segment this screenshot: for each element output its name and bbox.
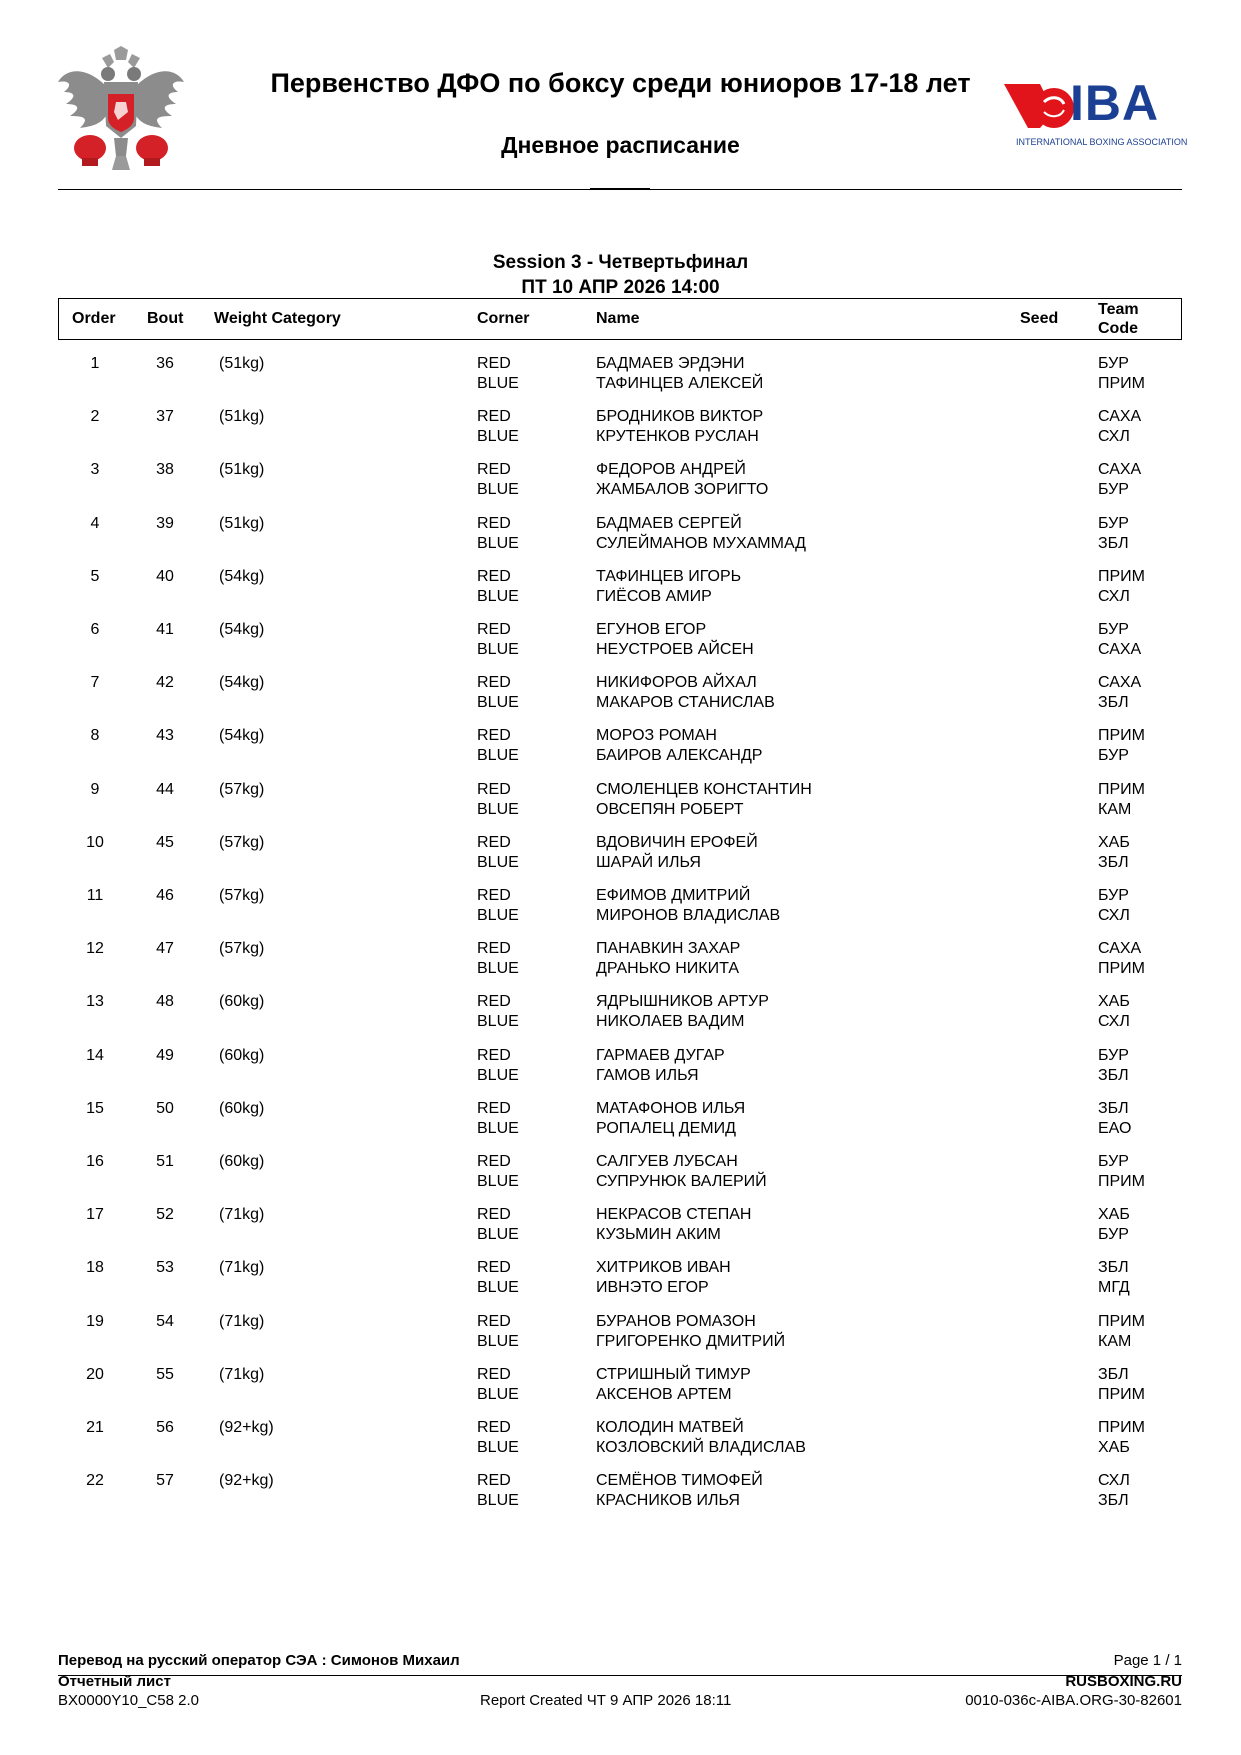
team-code-red: БУР <box>1098 355 1129 372</box>
bout-number: 46 <box>156 887 174 904</box>
corner-blue: BLUE <box>477 375 519 392</box>
team-code-blue: ЗБЛ <box>1098 853 1129 871</box>
weight-category: (54kg) <box>219 621 265 638</box>
boxer-name-blue: МИРОНОВ ВЛАДИСЛАВ <box>596 907 781 924</box>
boxer-name-red: СМОЛЕНЦЕВ КОНСТАНТИН <box>596 780 812 798</box>
corner-red: RED <box>477 993 511 1011</box>
bout-number: 50 <box>156 1099 174 1117</box>
boxer-name-blue: ЖАМБАЛОВ ЗОРИГТО <box>596 481 769 499</box>
corner-red: RED <box>477 1365 511 1383</box>
team-code-red: ПРИМ <box>1098 1312 1145 1330</box>
team-code-blue: БУР <box>1098 1226 1129 1244</box>
boxer-name-red: ЕФИМОВ ДМИТРИЙ <box>596 887 751 904</box>
team-code-red: ЗБЛ <box>1098 1259 1129 1277</box>
team-code-red: ХАБ <box>1098 1206 1130 1224</box>
corner-blue: BLUE <box>477 587 519 605</box>
boxer-name-red: ЯДРЫШНИКОВ АРТУР <box>596 993 769 1011</box>
corner-red: RED <box>477 355 511 372</box>
bout-order: 10 <box>86 833 104 851</box>
boxer-name-red: БАДМАЕВ СЕРГЕЙ <box>596 514 742 532</box>
table-row <box>0 673 1241 726</box>
bout-number: 43 <box>156 727 174 745</box>
boxer-name-red: ЕГУНОВ ЕГОР <box>596 621 707 638</box>
table-row <box>0 1418 1241 1471</box>
header-divider-notch <box>590 188 650 190</box>
corner-red: RED <box>477 1099 511 1117</box>
col-header-corner: Corner <box>477 310 530 327</box>
team-code-red: ЗБЛ <box>1098 1099 1129 1117</box>
bout-order: 6 <box>90 621 100 638</box>
bout-order: 16 <box>86 1153 104 1170</box>
corner-blue: BLUE <box>477 1439 519 1456</box>
team-code-red: ХАБ <box>1098 993 1130 1011</box>
bout-number: 53 <box>156 1259 174 1277</box>
boxer-name-blue: БАИРОВ АЛЕКСАНДР <box>596 747 763 765</box>
bout-order: 17 <box>86 1206 104 1224</box>
corner-blue: BLUE <box>477 747 519 765</box>
team-code-red: ПРИМ <box>1098 1419 1145 1436</box>
bout-number: 47 <box>156 940 174 958</box>
corner-red: RED <box>477 514 511 532</box>
session-name: Session 3 - Четвертьфинал <box>492 252 749 273</box>
col-header-order: Order <box>72 310 116 327</box>
table-row <box>0 354 1241 407</box>
footer-translator: Перевод на русский оператор СЭА : Симонов Михаил <box>58 1652 460 1669</box>
team-code-blue: ХАБ <box>1098 1439 1130 1456</box>
boxer-name-blue: РОПАЛЕЦ ДЕМИД <box>596 1119 736 1137</box>
corner-red: RED <box>477 461 511 479</box>
corner-blue: BLUE <box>477 1119 519 1137</box>
bout-number: 55 <box>156 1365 174 1383</box>
bout-number: 44 <box>156 780 174 798</box>
corner-blue: BLUE <box>477 853 519 871</box>
table-row <box>0 1152 1241 1205</box>
col-header-bout: Bout <box>147 310 184 327</box>
corner-blue: BLUE <box>477 1279 519 1297</box>
table-row <box>0 567 1241 620</box>
weight-category: (60kg) <box>219 993 265 1011</box>
boxer-name-red: ФЕДОРОВ АНДРЕЙ <box>596 461 746 479</box>
table-row <box>0 1099 1241 1152</box>
table-row <box>0 1312 1241 1365</box>
boxer-name-red: НИКИФОРОВ АЙХАЛ <box>596 674 757 692</box>
boxer-name-blue: ДРАНЬКО НИКИТА <box>596 960 739 978</box>
bout-order: 8 <box>90 727 100 745</box>
team-code-blue: ПРИМ <box>1098 960 1145 978</box>
footer-created: Report Created ЧТ 9 АПР 2026 18:11 <box>480 1692 732 1709</box>
weight-category: (60kg) <box>219 1046 265 1064</box>
footer-doc-code: BX0000Y10_C58 2.0 <box>58 1692 199 1709</box>
table-row <box>0 1365 1241 1418</box>
boxer-name-blue: ГРИГОРЕНКО ДМИТРИЙ <box>596 1332 786 1350</box>
team-code-red: ПРИМ <box>1098 727 1145 745</box>
corner-red: RED <box>477 621 511 638</box>
weight-category: (57kg) <box>219 940 265 958</box>
col-header-name: Name <box>596 310 640 327</box>
boxer-name-red: СЕМЁНОВ ТИМОФЕЙ <box>596 1472 763 1490</box>
bout-number: 56 <box>156 1419 174 1436</box>
corner-blue: BLUE <box>477 481 519 499</box>
corner-blue: BLUE <box>477 1013 519 1031</box>
team-code-blue: БУР <box>1098 481 1129 499</box>
team-code-blue: ПРИМ <box>1098 1385 1145 1403</box>
boxer-name-blue: СУЛЕЙМАНОВ МУХАММАД <box>596 534 806 552</box>
corner-red: RED <box>477 833 511 851</box>
boxer-name-blue: ШАРАЙ ИЛЬЯ <box>596 853 701 871</box>
corner-blue: BLUE <box>477 694 519 712</box>
boxer-name-red: НЕКРАСОВ СТЕПАН <box>596 1206 752 1224</box>
weight-category: (57kg) <box>219 887 265 904</box>
bout-number: 48 <box>156 993 174 1011</box>
bout-number: 36 <box>156 355 174 372</box>
boxer-name-blue: АКСЕНОВ АРТЕМ <box>596 1385 732 1403</box>
team-code-red: БУР <box>1098 887 1129 904</box>
corner-blue: BLUE <box>477 800 519 818</box>
boxer-name-blue: КУЗЬМИН АКИМ <box>596 1226 721 1244</box>
team-code-red: ПРИМ <box>1098 780 1145 798</box>
bout-number: 40 <box>156 567 174 585</box>
boxer-name-red: МАТАФОНОВ ИЛЬЯ <box>596 1099 746 1117</box>
weight-category: (54kg) <box>219 727 265 745</box>
corner-blue: BLUE <box>477 1226 519 1244</box>
col-header-seed: Seed <box>1020 310 1059 327</box>
boxer-name-red: БАДМАЕВ ЭРДЭНИ <box>596 355 745 372</box>
bout-order: 11 <box>86 887 104 904</box>
boxer-name-red: ГАРМАЕВ ДУГАР <box>596 1046 725 1064</box>
weight-category: (57kg) <box>219 833 265 851</box>
weight-category: (71kg) <box>219 1365 265 1383</box>
team-code-red: САХА <box>1098 674 1142 692</box>
corner-red: RED <box>477 1206 511 1224</box>
footer-divider <box>58 1675 1182 1676</box>
col-header-team-line1: Team <box>1098 301 1139 318</box>
bout-order: 9 <box>90 780 100 798</box>
weight-category: (51kg) <box>219 514 265 532</box>
team-code-blue: ПРИМ <box>1098 375 1145 392</box>
bout-order: 12 <box>86 940 104 958</box>
team-code-red: ЗБЛ <box>1098 1365 1129 1383</box>
weight-category: (54kg) <box>219 674 265 692</box>
team-code-blue: СХЛ <box>1098 1013 1130 1031</box>
boxer-name-blue: КРАСНИКОВ ИЛЬЯ <box>596 1492 740 1510</box>
corner-red: RED <box>477 1472 511 1490</box>
weight-category: (51kg) <box>219 355 265 372</box>
boxer-name-blue: НЕУСТРОЕВ АЙСЕН <box>596 641 754 658</box>
footer-ref: 0010-036c-AIBA.ORG-30-82601 <box>965 1692 1182 1709</box>
weight-category: (60kg) <box>219 1099 265 1117</box>
corner-blue: BLUE <box>477 1385 519 1403</box>
corner-blue: BLUE <box>477 534 519 552</box>
session-heading <box>0 250 1241 300</box>
corner-blue: BLUE <box>477 1332 519 1350</box>
team-code-blue: ЗБЛ <box>1098 1492 1129 1510</box>
team-code-blue: КАМ <box>1098 800 1132 818</box>
corner-red: RED <box>477 1153 511 1170</box>
boxer-name-blue: ГАМОВ ИЛЬЯ <box>596 1066 699 1084</box>
weight-category: (51kg) <box>219 461 265 479</box>
team-code-blue: СХЛ <box>1098 907 1130 924</box>
bout-number: 45 <box>156 833 174 851</box>
footer-site: RUSBOXING.RU <box>1065 1673 1182 1690</box>
boxer-name-red: БРОДНИКОВ ВИКТОР <box>596 408 764 426</box>
bout-order: 4 <box>90 514 100 532</box>
bout-number: 49 <box>156 1046 174 1064</box>
page-title: Первенство ДФО по боксу среди юниоров 17-18 лет <box>270 68 971 98</box>
bout-number: 38 <box>156 461 174 479</box>
boxer-name-red: ВДОВИЧИН ЕРОФЕЙ <box>596 833 758 851</box>
team-code-red: САХА <box>1098 461 1142 479</box>
bout-order: 19 <box>86 1312 104 1330</box>
corner-red: RED <box>477 940 511 958</box>
bout-number: 57 <box>156 1472 174 1490</box>
table-row <box>0 992 1241 1045</box>
boxer-name-blue: МАКАРОВ СТАНИСЛАВ <box>596 694 775 712</box>
bout-order: 14 <box>86 1046 104 1064</box>
corner-red: RED <box>477 887 511 904</box>
team-code-red: БУР <box>1098 621 1129 638</box>
table-row <box>0 514 1241 567</box>
weight-category: (57kg) <box>219 780 265 798</box>
corner-red: RED <box>477 1046 511 1064</box>
corner-blue: BLUE <box>477 907 519 924</box>
corner-red: RED <box>477 727 511 745</box>
team-code-blue: ЗБЛ <box>1098 1066 1129 1084</box>
team-code-red: ХАБ <box>1098 833 1130 851</box>
bout-order: 5 <box>90 567 100 585</box>
team-code-red: САХА <box>1098 940 1142 958</box>
boxer-name-blue: ОВСЕПЯН РОБЕРТ <box>596 800 744 818</box>
table-row <box>0 620 1241 673</box>
table-row <box>0 780 1241 833</box>
team-code-blue: ЕАО <box>1098 1119 1132 1137</box>
corner-red: RED <box>477 1259 511 1277</box>
table-row <box>0 1205 1241 1258</box>
session-datetime: ПТ 10 АПР 2026 14:00 <box>521 277 720 298</box>
page-subtitle: Дневное расписание <box>501 132 740 158</box>
bout-order: 20 <box>86 1365 104 1383</box>
boxer-name-red: ХИТРИКОВ ИВАН <box>596 1259 731 1277</box>
boxer-name-blue: НИКОЛАЕВ ВАДИМ <box>596 1013 745 1031</box>
team-code-red: ПРИМ <box>1098 567 1145 585</box>
team-code-blue: ЗБЛ <box>1098 534 1129 552</box>
weight-category: (60kg) <box>219 1153 265 1170</box>
boxer-name-red: ПАНАВКИН ЗАХАР <box>596 940 741 958</box>
table-row <box>0 460 1241 513</box>
team-code-blue: СХЛ <box>1098 428 1130 446</box>
corner-red: RED <box>477 674 511 692</box>
boxer-name-blue: КРУТЕНКОВ РУСЛАН <box>596 428 759 446</box>
boxer-name-blue: ИВНЭТО ЕГОР <box>596 1279 709 1297</box>
team-code-blue: КАМ <box>1098 1332 1132 1350</box>
bout-order: 2 <box>90 408 100 426</box>
corner-red: RED <box>477 1312 511 1330</box>
team-code-red: СХЛ <box>1098 1472 1130 1490</box>
corner-red: RED <box>477 567 511 585</box>
boxer-name-red: САЛГУЕВ ЛУБСАН <box>596 1153 738 1170</box>
col-header-team-line2: Code <box>1098 320 1138 337</box>
iba-logo-text: IBA <box>1070 75 1160 131</box>
boxer-name-blue: СУПРУНЮК ВАЛЕРИЙ <box>596 1173 767 1190</box>
bout-order: 15 <box>86 1099 104 1117</box>
col-header-team <box>1098 300 1139 338</box>
corner-blue: BLUE <box>477 1066 519 1084</box>
weight-category: (51kg) <box>219 408 265 426</box>
team-code-blue: ПРИМ <box>1098 1173 1145 1190</box>
bout-number: 37 <box>156 408 174 426</box>
weight-category: (71kg) <box>219 1206 265 1224</box>
bout-order: 22 <box>86 1472 104 1490</box>
boxer-name-blue: ТАФИНЦЕВ АЛЕКСЕЙ <box>596 375 764 392</box>
col-header-weight: Weight Category <box>214 310 341 327</box>
corner-blue: BLUE <box>477 1492 519 1510</box>
iba-logo-subtext: INTERNATIONAL BOXING ASSOCIATION <box>1016 137 1188 147</box>
team-code-blue: СХЛ <box>1098 587 1130 605</box>
bout-number: 52 <box>156 1206 174 1224</box>
bout-order: 1 <box>90 355 100 372</box>
weight-category: (92+kg) <box>219 1419 274 1436</box>
team-code-red: БУР <box>1098 1153 1129 1170</box>
footer-report-type: Отчетный лист <box>58 1673 171 1690</box>
corner-red: RED <box>477 1419 511 1436</box>
team-code-blue: МГД <box>1098 1279 1130 1297</box>
bout-order: 7 <box>90 674 100 692</box>
team-code-red: БУР <box>1098 514 1129 532</box>
boxer-name-red: СТРИШНЫЙ ТИМУР <box>596 1365 751 1383</box>
team-code-red: САХА <box>1098 408 1142 426</box>
footer-page: Page 1 / 1 <box>1113 1652 1182 1669</box>
boxer-name-blue: КОЗЛОВСКИЙ ВЛАДИСЛАВ <box>596 1439 806 1456</box>
weight-category: (54kg) <box>219 567 265 585</box>
weight-category: (92+kg) <box>219 1472 274 1490</box>
table-row <box>0 407 1241 460</box>
boxer-name-red: ТАФИНЦЕВ ИГОРЬ <box>596 567 742 585</box>
boxer-name-red: МОРОЗ РОМАН <box>596 727 717 745</box>
boxer-name-red: КОЛОДИН МАТВЕЙ <box>596 1419 744 1436</box>
bout-order: 13 <box>86 993 104 1011</box>
table-row <box>0 833 1241 886</box>
table-row <box>0 1046 1241 1099</box>
corner-blue: BLUE <box>477 428 519 446</box>
boxer-name-blue: ГИЁСОВ АМИР <box>596 587 712 605</box>
bout-order: 3 <box>90 461 100 479</box>
bout-number: 41 <box>156 621 174 638</box>
weight-category: (71kg) <box>219 1259 265 1277</box>
boxer-name-red: БУРАНОВ РОМАЗОН <box>596 1312 756 1330</box>
corner-blue: BLUE <box>477 1173 519 1190</box>
weight-category: (71kg) <box>219 1312 265 1330</box>
table-row <box>0 886 1241 939</box>
bout-number: 54 <box>156 1312 174 1330</box>
team-code-red: БУР <box>1098 1046 1129 1064</box>
table-row <box>0 939 1241 992</box>
bout-number: 42 <box>156 674 174 692</box>
bout-order: 21 <box>86 1419 104 1436</box>
bout-number: 51 <box>156 1153 174 1170</box>
team-code-blue: ЗБЛ <box>1098 694 1129 712</box>
team-code-blue: САХА <box>1098 641 1142 658</box>
team-code-blue: БУР <box>1098 747 1129 765</box>
corner-red: RED <box>477 780 511 798</box>
table-row <box>0 1471 1241 1524</box>
bout-order: 18 <box>86 1259 104 1277</box>
corner-blue: BLUE <box>477 960 519 978</box>
corner-blue: BLUE <box>477 641 519 658</box>
bout-number: 39 <box>156 514 174 532</box>
corner-red: RED <box>477 408 511 426</box>
table-row <box>0 1258 1241 1311</box>
table-row <box>0 726 1241 779</box>
